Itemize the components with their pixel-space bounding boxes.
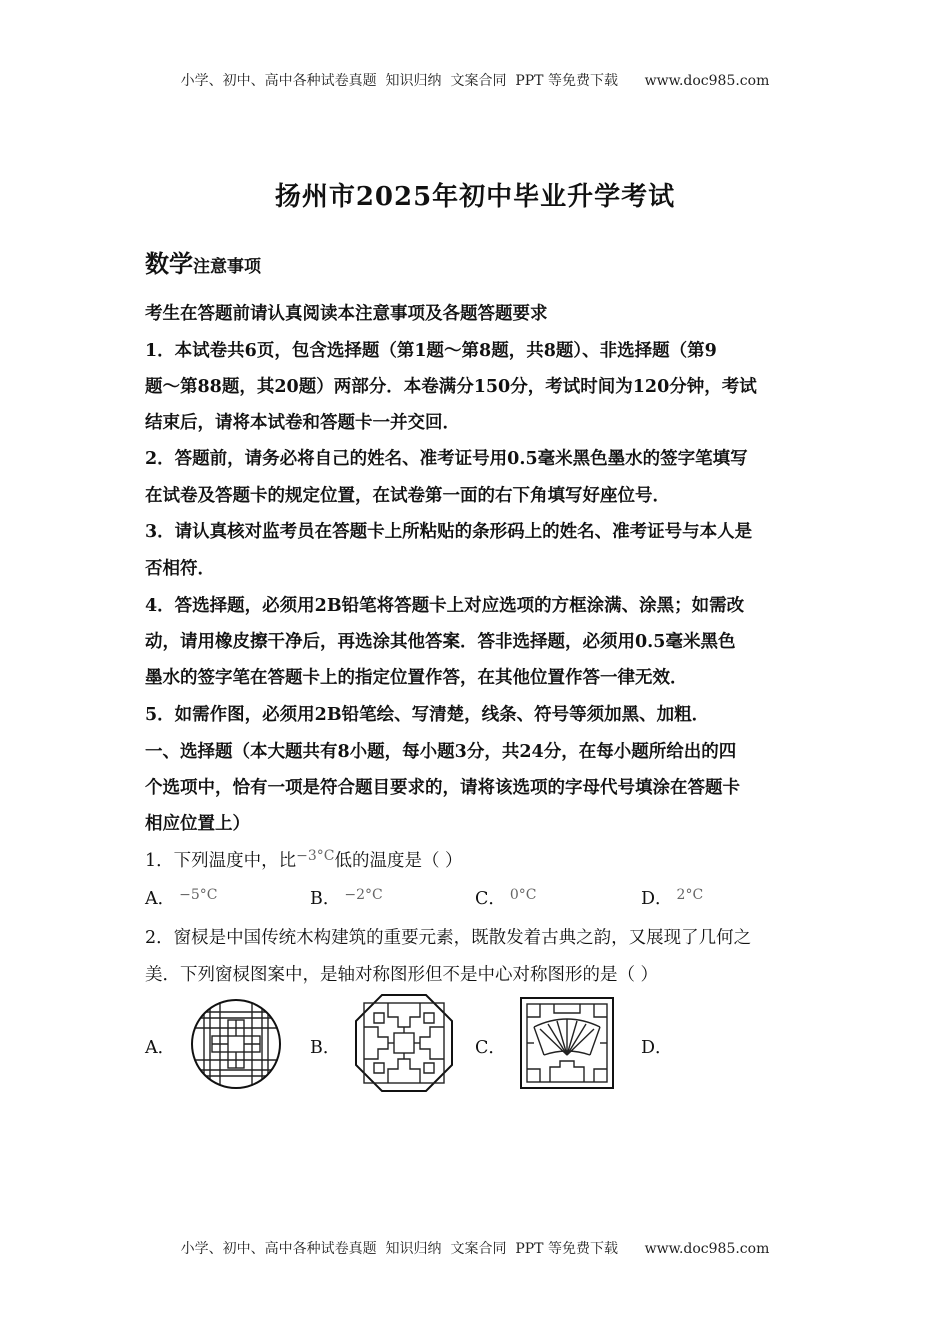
instruction-line: 1．本试卷共6页，包含选择题（第1题～第8题，共8题）、非选择题（第9 (145, 341, 717, 361)
temperature-value: −3°C (296, 848, 335, 864)
subject-line (145, 244, 261, 279)
q1-option-d: D． $^{2^\circ C}$ (641, 887, 704, 909)
window-lattice-a-image (190, 998, 282, 1090)
instructions-intro: 考生在答题前请认真阅读本注意事项及各题答题要求 (145, 304, 548, 324)
q1-option-b: B． $^{-2^\circ C}$ (310, 887, 383, 909)
q1-option-a: A． $^{-5^\circ C}$ (145, 887, 218, 909)
section-heading: 个选项中，恰有一项是符合题目要求的，请将该选项的字母代号填涂在答题卡 (145, 778, 740, 798)
instruction-line: 5．如需作图，必须用2B铅笔绘、写清楚，线条、符号等须加黑、加粗． (145, 705, 710, 725)
question-2-stem: 2．窗棂是中国传统木构建筑的重要元素，既散发着古典之韵，又展现了几何之 (145, 928, 752, 948)
subject-label: 数学 (145, 249, 193, 278)
exam-title: 扬州市2025年初中毕业升学考试 (274, 182, 676, 212)
instruction-line: 3．请认真核对监考员在答题卡上所粘贴的条形码上的姓名、准考证号与本人是 (145, 522, 753, 542)
notice-heading: 注意事项 (193, 257, 261, 277)
page-header: 小学、初中、高中各种试卷真题 知识归纳 文案合同 PPT 等免费下载 www.doc985.com (180, 73, 770, 89)
q2-option-b-label: B． (310, 1038, 341, 1058)
section-heading: 相应位置上） (145, 814, 250, 834)
q2-option-c-label: C． (475, 1038, 506, 1058)
instruction-line: 4．答选择题，必须用2B铅笔将答题卡上对应选项的方框涂满、涂黑；如需改 (145, 596, 745, 616)
instruction-line: 题～第88题，其20题）两部分．本卷满分150分，考试时间为120分钟，考试 (145, 377, 757, 397)
q2-option-a-label: A． (145, 1038, 176, 1058)
question-2-stem: 美．下列窗棂图案中，是轴对称图形但不是中心对称图形的是（ ） (145, 965, 659, 985)
question-1-stem: 1．下列温度中，比$^{-3^\circ C}$低的温度是（ ） (145, 848, 463, 871)
instruction-line: 否相符． (145, 559, 215, 579)
window-lattice-c-image (520, 997, 614, 1089)
instruction-line: 2．答题前，请务必将自己的姓名、准考证号用0.5毫米黑色墨水的签字笔填写 (145, 449, 748, 469)
instruction-line: 结束后，请将本试卷和答题卡一并交回． (145, 413, 460, 433)
window-lattice-b-image (354, 993, 454, 1093)
instruction-line: 在试卷及答题卡的规定位置，在试卷第一面的右下角填写好座位号． (145, 486, 670, 506)
q2-option-d-label: D． (641, 1038, 673, 1058)
page-footer: 小学、初中、高中各种试卷真题 知识归纳 文案合同 PPT 等免费下载 www.doc985.com (180, 1241, 770, 1257)
q1-option-c: C． $^{0^\circ C}$ (475, 887, 537, 909)
section-heading: 一、选择题（本大题共有8小题，每小题3分，共24分，在每小题所给出的四 (145, 742, 737, 762)
instruction-line: 墨水的签字笔在答题卡上的指定位置作答，在其他位置作答一律无效． (145, 668, 688, 688)
instruction-line: 动，请用橡皮擦干净后，再选涂其他答案．答非选择题，必须用0.5毫米黑色 (145, 632, 736, 652)
